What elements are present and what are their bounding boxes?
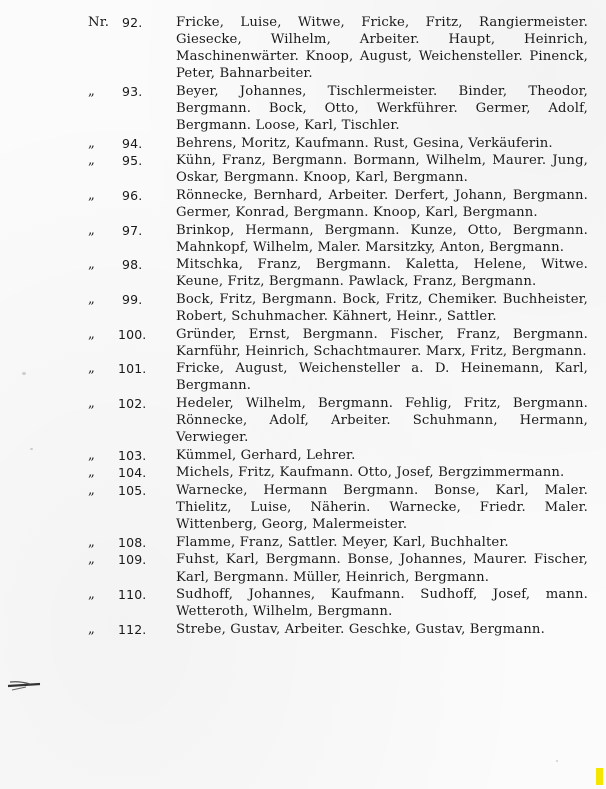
entry-text: Behrens, Moritz, Kaufmann. Rust, Gesina, Verkäuferin. — [176, 135, 553, 151]
entry-prefix: „ — [88, 552, 95, 568]
register-entry — [88, 464, 588, 481]
entry-prefix: „ — [88, 483, 95, 499]
register-entry — [88, 14, 588, 82]
entry-text: Mitschka, Franz, Bergmann. Kaletta, Helene, Witwe. Keune, Fritz, Bergmann. Pawlack, Franz, Bergmann. — [176, 257, 588, 290]
house-number: 108. — [118, 534, 147, 550]
entry-text: Fricke, Luise, Witwe, Fricke, Fritz, Rangiermeister. Giesecke, Wilhelm, Arbeiter. Haupt, Heinrich, Maschinenwärter. Knoop, August, Weichensteller. Pinenck, Peter, Bahnarbeiter. — [176, 15, 588, 82]
register-entry — [88, 135, 588, 152]
entry-text: Michels, Fritz, Kaufmann. Otto, Josef, Bergzimmermann. — [176, 465, 565, 481]
entry-prefix: „ — [88, 587, 95, 603]
house-number: 93. — [122, 83, 143, 99]
house-number: 95. — [122, 153, 143, 169]
house-number: 97. — [122, 222, 143, 238]
entry-prefix: „ — [88, 326, 95, 342]
register-entry — [88, 256, 588, 290]
house-number: 94. — [122, 135, 143, 151]
register-entry — [88, 586, 588, 620]
entry-prefix: Nr. — [88, 15, 110, 30]
register-entry — [88, 326, 588, 360]
register-entry — [88, 187, 588, 221]
register-entry — [88, 222, 588, 256]
register-entry — [88, 621, 588, 638]
entry-text: Sudhoff, Johannes, Kaufmann. Sudhoff, Josef, mann. Wetteroth, Wilhelm, Bergmann. — [176, 587, 588, 620]
register-entry — [88, 83, 588, 134]
yellow-scan-marker — [596, 768, 603, 785]
house-number: 103. — [118, 447, 147, 463]
house-number: 98. — [122, 257, 143, 273]
entry-text: Strebe, Gustav, Arbeiter. Geschke, Gustav, Bergmann. — [176, 621, 545, 637]
house-number: 110. — [118, 587, 147, 603]
house-number: 92. — [122, 15, 143, 30]
entry-prefix: „ — [88, 447, 95, 463]
register-entry — [88, 551, 588, 585]
house-number: 99. — [122, 292, 143, 307]
register-entry — [88, 360, 588, 394]
entry-text: Bock, Fritz, Bergmann. Bock, Fritz, Chemiker. Buchheister, Robert, Schuhmacher. Kähnert, Heinr., Sattler. — [176, 292, 588, 325]
register-entry — [88, 482, 588, 533]
house-number: 112. — [118, 621, 147, 637]
entry-prefix: „ — [88, 396, 95, 412]
entry-text: Beyer, Johannes, Tischlermeister. Binder, Theodor, Bergmann. Bock, Otto, Werkführer. Germer, Adolf, Bergmann. Loose, Karl, Tischler. — [176, 83, 588, 134]
register-entry — [88, 534, 588, 551]
house-number: 102. — [118, 396, 147, 412]
entry-text: Fuhst, Karl, Bergmann. Bonse, Johannes, Maurer. Fischer, Karl, Bergmann. Müller, Heinrich, Bergmann. — [176, 552, 588, 585]
entry-text: Kühn, Franz, Bergmann. Bormann, Wilhelm, Maurer. Jung, Oskar, Bergmann. Knoop, Karl, Bergmann. — [176, 153, 588, 186]
house-number: 101. — [118, 361, 147, 377]
entry-text: Rönnecke, Bernhard, Arbeiter. Derfert, Johann, Bergmann. Germer, Konrad, Bergmann. Knoop, Karl, Bergmann. — [176, 187, 588, 221]
register-entry — [88, 395, 588, 446]
address-register-list — [88, 14, 588, 638]
entry-text: Kümmel, Gerhard, Lehrer. — [176, 447, 356, 463]
entry-prefix: „ — [88, 135, 95, 151]
scan-speck — [22, 372, 26, 375]
entry-prefix: „ — [88, 187, 95, 203]
entry-prefix: „ — [88, 222, 95, 238]
entry-prefix: „ — [88, 153, 95, 169]
house-number: 96. — [122, 187, 143, 203]
house-number: 104. — [118, 465, 147, 481]
entry-text: Brinkop, Hermann, Bergmann. Kunze, Otto, Bergmann. Mahnkopf, Wilhelm, Maler. Marsitzky, Anton, Bergmann. — [176, 222, 588, 255]
scan-speck — [556, 760, 558, 762]
house-number: 109. — [118, 552, 147, 568]
house-number: 105. — [118, 483, 147, 499]
entry-prefix: „ — [88, 292, 95, 307]
entry-prefix: „ — [88, 621, 95, 637]
entry-prefix: „ — [88, 257, 95, 273]
entry-prefix: „ — [88, 534, 95, 550]
entry-prefix: „ — [88, 83, 95, 99]
entry-text: Hedeler, Wilhelm, Bergmann. Fehlig, Fritz, Bergmann. Rönnecke, Adolf, Arbeiter. Schuhmann, Hermann, Verwieger. — [176, 396, 588, 446]
register-entry — [88, 447, 588, 464]
entry-prefix: „ — [88, 361, 95, 377]
entry-text: Fricke, August, Weichensteller a. D. Heinemann, Karl, Bergmann. — [176, 361, 588, 394]
register-entry — [88, 291, 588, 325]
register-entry — [88, 152, 588, 186]
entry-prefix: „ — [88, 465, 95, 481]
entry-text: Gründer, Ernst, Bergmann. Fischer, Franz, Bergmann. Karnführ, Heinrich, Schachtmaurer. Marx, Fritz, Bergmann. — [176, 326, 588, 359]
scan-speck — [30, 448, 33, 450]
entry-text: Warnecke, Hermann Bergmann. Bonse, Karl, Maler. Thielitz, Luise, Näherin. Warnecke, Friedr. Maler. Wittenberg, Georg, Malermeister. — [176, 483, 588, 533]
pencil-arrow-mark — [6, 672, 46, 696]
entry-text: Flamme, Franz, Sattler. Meyer, Karl, Buchhalter. — [176, 534, 509, 550]
house-number: 100. — [118, 326, 147, 342]
